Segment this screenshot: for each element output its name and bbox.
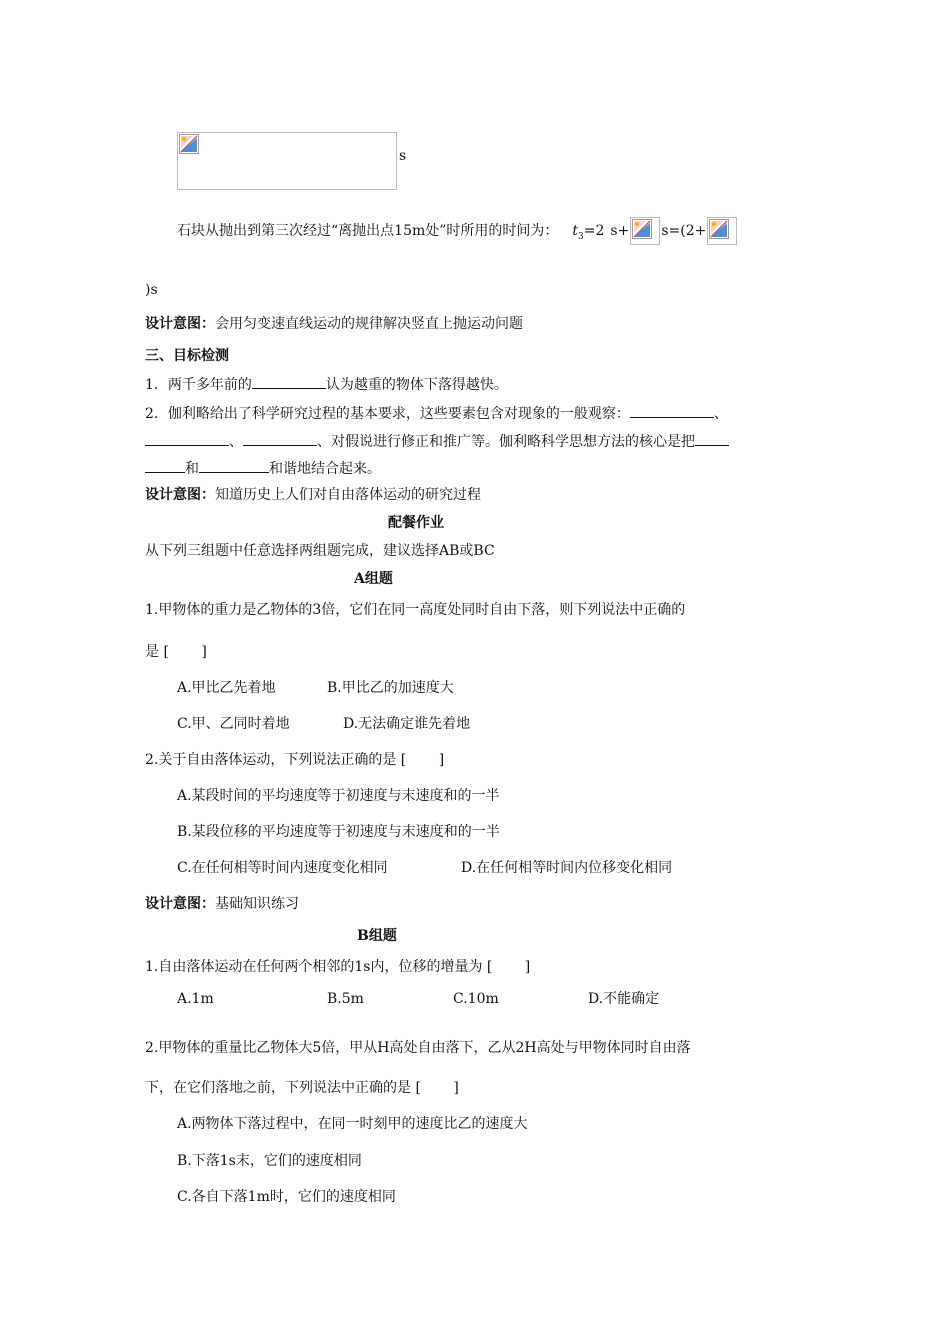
group-a-q1-line1: 1.甲物体的重力是乙物体的3倍，它们在同一高度处同时自由下落，则下列说法中正确的 [145, 602, 686, 618]
answer-blank[interactable] [145, 458, 185, 473]
design-text: 知道历史上人们对自由落体运动的研究过程 [215, 487, 481, 503]
group-a-q2-option-d: D.在任何相等时间内位移变化相同 [461, 860, 673, 876]
group-b-q2-line2: 下，在它们落地之前，下列说法中正确的是 [ ] [145, 1080, 459, 1096]
q2-line1: 2．伽利略给出了科学研究过程的基本要求，这些要素包含对现象的一般观察： [145, 406, 630, 422]
design-label: 设计意图： [145, 316, 215, 332]
homework-intro: 从下列三组题中任意选择两组题完成，建议选择AB或BC [145, 543, 495, 559]
group-b-q2-option-c: C.各自下落1m时，它们的速度相同 [177, 1189, 396, 1205]
sqrt-formula-image [630, 217, 660, 245]
group-a-q2-stem: 2.关于自由落体运动，下列说法正确的是 [ ] [145, 752, 445, 768]
group-a-q1-line2: 是 [ ] [145, 644, 207, 660]
design-text: 会用匀变速直线运动的规律解决竖直上抛运动问题 [215, 316, 523, 332]
homework-title: 配餐作业 [388, 515, 444, 531]
broken-image-icon [179, 134, 199, 154]
stone-time-cont: )s [145, 282, 158, 298]
group-b-q1-option-c: C.10m [453, 991, 499, 1007]
stone-time-text: 石块从抛出到第三次经过“离抛出点15m处”时所用的时间为： [177, 223, 559, 239]
eq-part-3: s=(2+ [661, 223, 707, 239]
broken-image-icon [709, 219, 729, 239]
design-intent-2 [145, 485, 481, 505]
group-a-title: A组题 [354, 571, 393, 587]
group-b-q1-option-a: A.1m [177, 991, 214, 1007]
stone-time-line [177, 217, 738, 247]
t-subscript: 3 [578, 231, 584, 242]
group-a-q1-option-a: A.甲比乙先着地 [177, 680, 276, 696]
group-b-q1-stem: 1.自由落体运动在任何两个相邻的1s内，位移的增量为 [ ] [145, 959, 531, 975]
formula-image [177, 132, 397, 190]
q2-line3-end: 和谐地结合起来。 [269, 461, 381, 477]
answer-blank[interactable] [199, 458, 269, 473]
group-b-q2-line1: 2.甲物体的重量比乙物体大5倍，甲从H高处自由落下，乙从2H高处与甲物体同时自由落 [145, 1040, 691, 1056]
group-b-q2-option-b: B.下落1s末，它们的速度相同 [177, 1153, 362, 1169]
goal-question-2-line1 [145, 403, 728, 424]
group-a-q1-option-d: D.无法确定谁先着地 [343, 716, 471, 732]
group-a-q2-option-a: A.某段时间的平均速度等于初速度与末速度和的一半 [177, 788, 500, 804]
answer-blank[interactable] [695, 431, 729, 446]
q2-line2-text: 、对假说进行修正和推广等。伽利略科学思想方法的核心是把 [317, 434, 695, 450]
answer-blank[interactable] [145, 431, 229, 446]
design-text: 基础知识练习 [215, 896, 299, 912]
q2-sep: 、 [229, 434, 243, 450]
goal-question-2-line2 [145, 431, 729, 452]
group-a-q1-option-b: B.甲比乙的加速度大 [327, 680, 454, 696]
q2-line1-end: 、 [713, 406, 728, 422]
eq-part-2: s+ [610, 223, 630, 239]
broken-image-icon [632, 219, 652, 239]
group-b-q1-option-d: D.不能确定 [588, 991, 660, 1007]
unit-s: s [399, 148, 407, 164]
section-title-goal-test: 三、目标检测 [145, 348, 229, 364]
design-intent-3 [145, 894, 299, 914]
sqrt-formula-image-2 [707, 217, 737, 245]
group-b-title: B组题 [357, 928, 397, 944]
answer-blank[interactable] [252, 374, 326, 389]
group-b-q2-option-a: A.两物体下落过程中，在同一时刻甲的速度比乙的速度大 [177, 1116, 528, 1132]
answer-blank[interactable] [630, 403, 714, 418]
t-variable: t [572, 223, 579, 239]
design-label: 设计意图： [145, 896, 215, 912]
design-intent-1 [145, 314, 523, 334]
goal-question-2-line3 [145, 458, 381, 479]
goal-question-1 [145, 374, 508, 395]
q2-he: 和 [185, 461, 199, 477]
group-a-q2-option-b: B.某段位移的平均速度等于初速度与末速度和的一半 [177, 824, 500, 840]
q1-post: 认为越重的物体下落得越快。 [325, 377, 508, 393]
design-label: 设计意图： [145, 487, 215, 503]
group-a-q2-option-c: C.在任何相等时间内速度变化相同 [177, 860, 388, 876]
group-a-q1-option-c: C.甲、乙同时着地 [177, 716, 290, 732]
answer-blank[interactable] [243, 431, 317, 446]
q1-pre: 1．两千多年前的 [145, 377, 252, 393]
eq-part-1: =2 [583, 223, 605, 239]
group-b-q1-option-b: B.5m [327, 991, 364, 1007]
